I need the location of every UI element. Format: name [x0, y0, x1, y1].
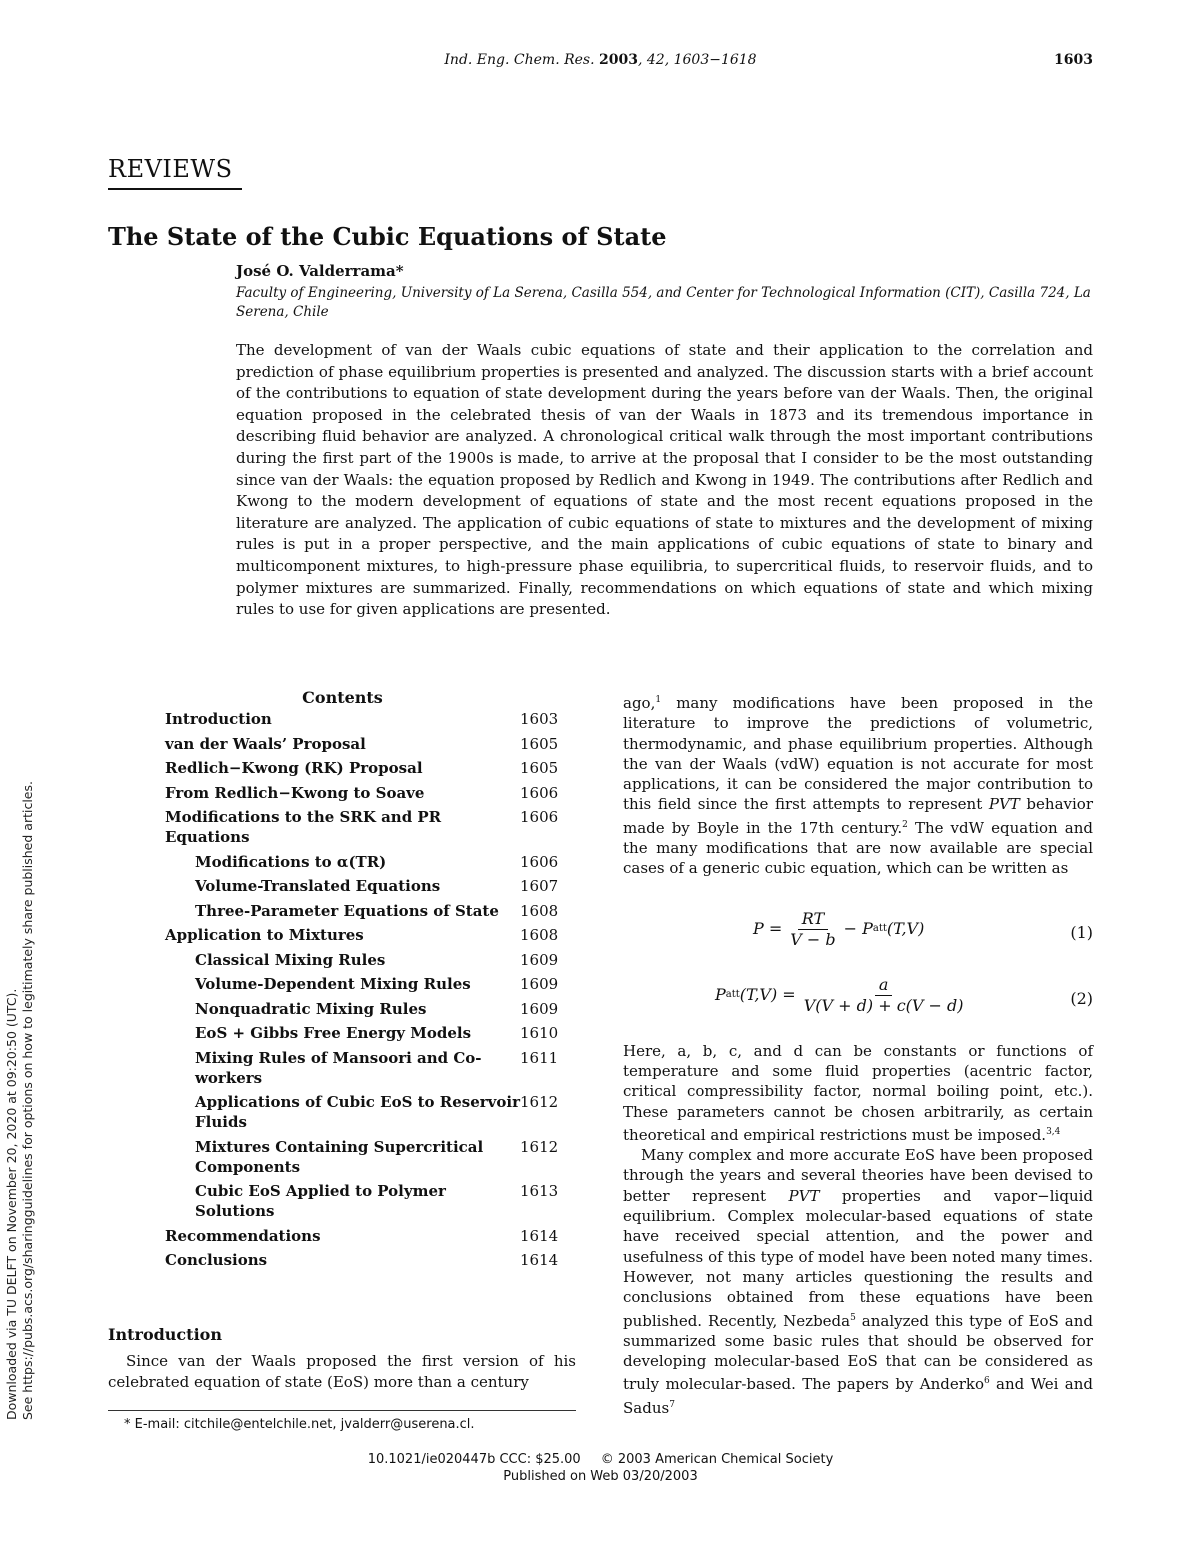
- journal-name: Ind. Eng. Chem. Res.: [444, 52, 595, 68]
- toc-entry-label: van der Waals’ Proposal: [165, 734, 366, 753]
- toc-entry-page: 1612: [520, 1093, 559, 1111]
- section-heading: REVIEWS: [108, 155, 242, 190]
- toc-entry-page: 1612: [520, 1137, 559, 1156]
- download-notice: [4, 470, 36, 1420]
- publication-info: [108, 1451, 1093, 1485]
- toc-entry-label: Conclusions: [165, 1251, 268, 1269]
- copyright: © 2003 American Chemical Society: [600, 1452, 834, 1467]
- paper-title: The State of the Cubic Equations of State: [108, 222, 667, 251]
- toc-entry-label: Mixing Rules of Mansoori and Co-workers: [195, 1048, 482, 1087]
- toc-entry-label: Recommendations: [165, 1226, 321, 1245]
- introduction-text: Since van der Waals proposed the first version of his celebrated equation of state (EoS) more than a century: [108, 1352, 576, 1391]
- page-number: 1603: [1054, 52, 1093, 68]
- toc-entry: [165, 734, 577, 754]
- equation-2: P att (T,V) = $\frac{a}{V(V + d) + c(V - d)}$ (2): [715, 974, 1093, 1015]
- toc-entry-page: 1614: [520, 1226, 559, 1245]
- toc-entry-page: 1609: [520, 999, 559, 1018]
- abstract: The development of van der Waals cubic equations of state and their application to the correlation and prediction of phase equilibrium properties is presented and analyzed. The discussion starts with a brief account of the contributions to equation of state development during the years before van der Waals. Then, the original equation proposed in the celebrated thesis of van der Waals in 1873 and its tremendous importance in describing fluid behavior are analyzed. A chronological critical walk through the most important contributions during the first part of the 1900s is made, to arrive at the proposal that I consider to be the most outstanding since van der Waals: the equation proposed by Redlich and Kwong in 1949. The contributions after Redlich and Kwong to the modern development of equations of state and the most recent equations proposed in the literature are analyzed. The application of cubic equations of state to mixtures and the development of mixing rules is put in a proper perspective, and the main applications of cubic equations of state to binary and multicomponent mixtures, to high-pressure phase equilibria, to supercritical fluids, to reservoir fluids, and to polymer mixtures are summarized. Finally, recommendations on which equations of state and which mixing rules to use for given applications are presented.: [236, 341, 1093, 619]
- toc-entry: [165, 876, 577, 896]
- paragraph-1: ago,$^1$ many modifications have been proposed in the literature to improve the predictions of volumetric, thermodynamic, and phase equilibrium properties. Although the van der Waals (vdW) equation is not accurate for most applications, it can be considered the major contribution to this field since the first attempts to represent PVT behavior made by Boyle in the 17th century.$^2$ The vdW equation and the many modifications that are now available are special cases of a generic cubic equation, which can be written as: [623, 694, 1093, 878]
- toc-entry: [165, 758, 577, 778]
- equation-2-number: (2): [1070, 988, 1093, 1008]
- toc-entry: [165, 901, 577, 921]
- introduction-heading: Introduction: [108, 1325, 222, 1344]
- toc-entry-label: Mixtures Containing Supercritical Components: [195, 1137, 484, 1176]
- toc-entry-label: Volume-Translated Equations: [195, 877, 441, 895]
- toc-entry-label: Three-Parameter Equations of State: [195, 901, 499, 920]
- table-of-contents: [165, 688, 577, 1275]
- toc-entry: [165, 1023, 577, 1043]
- toc-entry-page: 1606: [520, 852, 559, 871]
- published-date: Published on Web 03/20/2003: [503, 1469, 698, 1484]
- author: José O. Valderrama*: [236, 262, 404, 280]
- toc-entry-label: Volume-Dependent Mixing Rules: [195, 975, 471, 993]
- toc-entry: [165, 1137, 577, 1177]
- doi: 10.1021/ie020447b CCC: $25.00: [367, 1452, 581, 1467]
- journal-volume-pages: , 42, 1603−1618: [637, 52, 757, 68]
- toc-entry-page: 1606: [520, 808, 559, 826]
- equation-1-number: (1): [1070, 922, 1093, 942]
- toc-entry-label: Cubic EoS Applied to Polymer Solutions: [195, 1182, 446, 1220]
- right-column: [623, 690, 1093, 1418]
- toc-entry-label: Modifications to α(TR): [195, 852, 387, 871]
- toc-entry-label: Nonquadratic Mixing Rules: [195, 999, 427, 1018]
- paragraph-2: Here, a, b, c, and d can be constants or functions of temperature and some fluid properties (acentric factor, critical compressibility factor, normal boiling point, etc.). These parameters cannot be chosen arbitrarily, as certain theoretical and empirical restrictions must be imposed.$^{3,4}$: [623, 1041, 1093, 1144]
- toc-entry-label: Applications of Cubic EoS to Reservoir Fluids: [195, 1093, 521, 1131]
- toc-entry-page: 1610: [520, 1024, 559, 1042]
- toc-entry-page: 1607: [520, 877, 559, 895]
- toc-entry: [165, 1250, 577, 1270]
- toc-entry: [165, 709, 577, 729]
- footnote: * E-mail: citchile@entelchile.net, jvalderr@userena.cl.: [124, 1417, 475, 1432]
- toc-entry-page: 1605: [520, 734, 559, 753]
- toc-entry-page: 1605: [520, 759, 559, 777]
- toc-entry-label: From Redlich−Kwong to Soave: [165, 783, 425, 802]
- toc-entry: [165, 974, 577, 994]
- toc-entry: [165, 1092, 577, 1132]
- toc-entry-label: Application to Mixtures: [165, 926, 364, 944]
- download-notice-line1: Downloaded via TU DELFT on November 20, 2020 at 09:20:50 (UTC).: [4, 988, 19, 1420]
- toc-entry: [165, 999, 577, 1019]
- toc-entry: [165, 1226, 577, 1246]
- toc-list: [165, 709, 577, 1270]
- toc-entry: [165, 925, 577, 945]
- toc-entry-page: 1606: [520, 783, 559, 802]
- toc-entry-label: EoS + Gibbs Free Energy Models: [195, 1024, 472, 1042]
- affiliation: Faculty of Engineering, University of La Serena, Casilla 554, and Center for Technological Information (CIT), Casilla 724, La Serena, Chile: [236, 285, 1091, 320]
- toc-entry: [165, 1048, 577, 1088]
- toc-entry-page: 1614: [520, 1251, 559, 1269]
- toc-entry-page: 1611: [520, 1048, 559, 1067]
- toc-entry: [165, 783, 577, 803]
- paragraph-3: Many complex and more accurate EoS have been proposed through the years and several theories have been devised to better represent PVT properties and vapor−liquid equilibrium. Complex molecular-based equations of state have received special attention, and the power and usefulness of this type of model have been noted many times. However, not many articles questioning the results and conclusions obtained from these equations have been published. Recently, Nezbeda$^5$ analyzed this type of EoS and summarized some basic rules that should be observed for developing molecular-based EoS that can be considered as truly molecular-based. The papers by Anderko$^6$ and Wei and Sadus$^7$: [623, 1146, 1093, 1417]
- toc-entry-label: Introduction: [165, 710, 272, 728]
- toc-entry: [165, 950, 577, 970]
- contents-title: Contents: [302, 688, 383, 707]
- running-head: [108, 52, 1093, 68]
- toc-entry-page: 1603: [520, 710, 559, 728]
- toc-entry-page: 1613: [520, 1182, 559, 1200]
- toc-entry: [165, 807, 577, 847]
- toc-entry-page: 1609: [520, 975, 559, 993]
- download-notice-line2: See https://pubs.acs.org/sharingguidelines for options on how to legitimately share published articles.: [20, 781, 35, 1420]
- toc-entry: [165, 852, 577, 872]
- journal-year: 2003: [599, 52, 638, 68]
- footnote-rule: [108, 1410, 576, 1411]
- toc-entry-page: 1608: [520, 901, 559, 920]
- toc-entry: [165, 1181, 577, 1221]
- toc-entry-page: 1608: [520, 926, 559, 944]
- toc-entry-label: Redlich−Kwong (RK) Proposal: [165, 759, 423, 777]
- toc-entry-label: Classical Mixing Rules: [195, 950, 386, 969]
- toc-entry-label: Modifications to the SRK and PR Equations: [165, 808, 442, 846]
- equation-1: P = $\frac{RT}{V - b}$ − P att (T,V) (1): [753, 908, 1093, 949]
- toc-entry-page: 1609: [520, 950, 559, 969]
